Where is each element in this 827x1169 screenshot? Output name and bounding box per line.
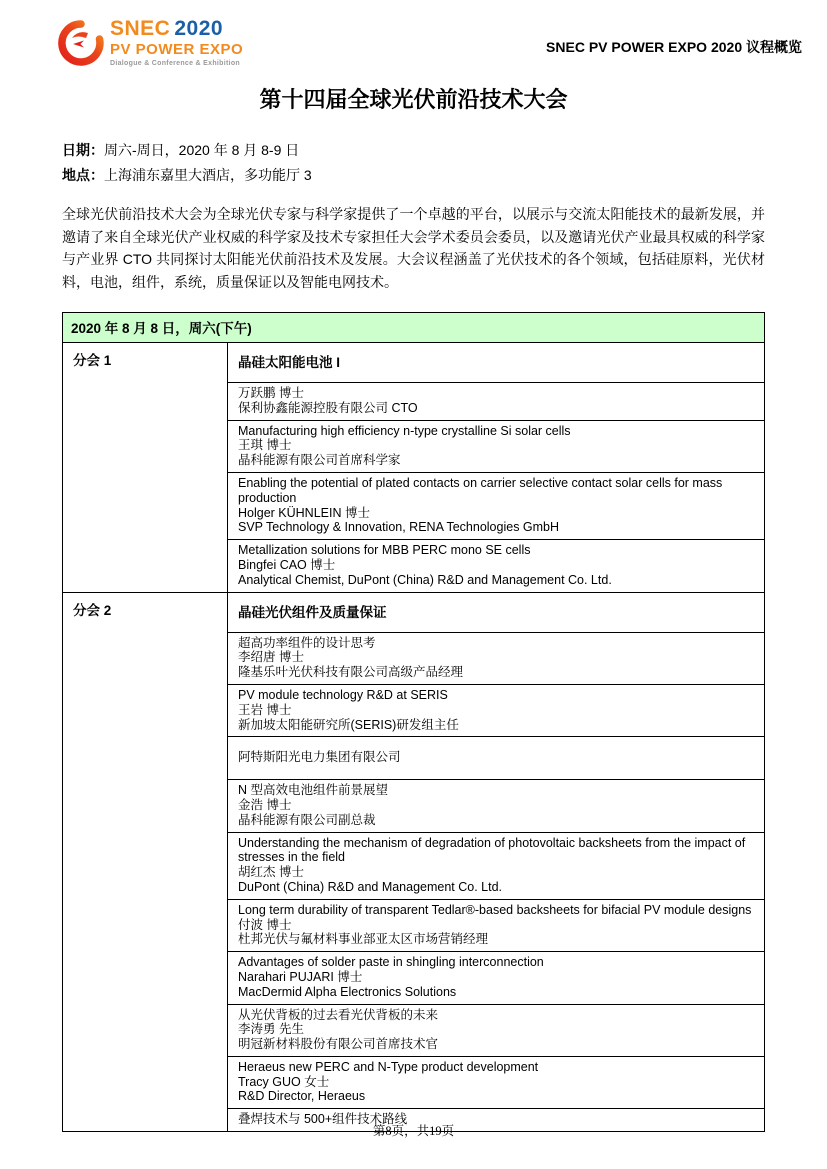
agenda-item bbox=[228, 952, 764, 1004]
logo-subtitle: PV POWER EXPO bbox=[110, 41, 244, 58]
item-line: DuPont (China) R&D and Management Co. Ltd. bbox=[238, 879, 503, 894]
page-number-footer: 第8页，共19页 bbox=[372, 1124, 455, 1138]
event-meta bbox=[62, 138, 765, 188]
session-2-title: 晶硅光伏组件及质量保证 bbox=[228, 593, 764, 633]
snec-swirl-icon bbox=[58, 20, 104, 66]
item-line: 明冠新材料股份有限公司首席技术官 bbox=[238, 1037, 439, 1052]
date-value: 周六-周日，2020 年 8 月 8-9 日 bbox=[104, 142, 300, 158]
item-line: 李涛勇 先生 bbox=[238, 1022, 304, 1037]
agenda-item bbox=[228, 1057, 764, 1109]
item-line: Manufacturing high efficiency n-type crystalline Si solar cells bbox=[238, 423, 571, 438]
item-line: 金浩 博士 bbox=[238, 797, 292, 812]
venue-label: 地点： bbox=[62, 167, 104, 183]
item-line: 胡红杰 博士 bbox=[238, 865, 304, 880]
session-2 bbox=[63, 592, 764, 1132]
agenda-item bbox=[228, 473, 764, 540]
session-2-content bbox=[228, 593, 764, 1132]
item-line: Tracy GUO 女士 bbox=[238, 1074, 330, 1089]
agenda-item bbox=[228, 900, 764, 952]
item-line: Holger KÜHNLEIN 博士 bbox=[238, 505, 370, 520]
item-line: MacDermid Alpha Electronics Solutions bbox=[238, 984, 457, 999]
item-line: Long term durability of transparent Tedlar®-based backsheets for bifacial PV module designs bbox=[238, 902, 752, 917]
agenda-item bbox=[228, 833, 764, 900]
item-line: Bingfei CAO 博士 bbox=[238, 557, 336, 572]
agenda-item bbox=[228, 383, 764, 421]
item-line: Narahari PUJARI 博士 bbox=[238, 969, 363, 984]
item-line: 从光伏背板的过去看光伏背板的未来 bbox=[238, 1007, 439, 1022]
item-line: Heraeus new PERC and N-Type product development bbox=[238, 1059, 539, 1074]
item-line: Metallization solutions for MBB PERC mono SE cells bbox=[238, 543, 531, 558]
date-label: 日期： bbox=[62, 142, 104, 158]
item-line: 李绍唐 博士 bbox=[238, 650, 304, 665]
logo-tagline: Dialogue & Conference & Exhibition bbox=[110, 60, 240, 67]
item-line: 王琪 博士 bbox=[238, 438, 292, 453]
snec-logo bbox=[58, 18, 243, 67]
item-line: Understanding the mechanism of degradation of photovoltaic backsheets from the impact of stresses in the field bbox=[238, 835, 746, 865]
item-line: 隆基乐叶光伏科技有限公司高级产品经理 bbox=[238, 665, 464, 680]
item-line: Enabling the potential of plated contacts on carrier selective contact solar cells for mass production bbox=[238, 475, 723, 505]
item-line: 万跃鹏 博士 bbox=[238, 386, 304, 400]
logo-text bbox=[110, 18, 243, 67]
item-line: N 型高效电池组件前景展望 bbox=[238, 783, 389, 798]
agenda-item bbox=[228, 540, 764, 591]
item-line: PV module technology R&D at SERIS bbox=[238, 687, 448, 702]
intro-paragraph: 全球光伏前沿技术大会为全球光伏专家与科学家提供了一个卓越的平台，以展示与交流太阳能技术的最新发展，并邀请了来自全球光伏产业权威的科学家及技术专家担任大会学术委员会委员，以及邀请光伏产业最具权威的科学家与产业界 CTO 共同探讨太阳能光伏前沿技术及发展。大会议程涵盖了光伏技术的各个领域，包括硅原料，光伏材料，电池，组件，系统，质量保证以及智能电网技术。 bbox=[62, 206, 765, 290]
item-line: 新加坡太阳能研究所(SERIS)研发组主任 bbox=[238, 717, 459, 732]
item-line: 阿特斯阳光电力集团有限公司 bbox=[238, 750, 401, 765]
page-header bbox=[58, 18, 802, 67]
event-date-row bbox=[62, 138, 765, 163]
agenda-item bbox=[228, 1005, 764, 1057]
agenda-item bbox=[228, 633, 764, 685]
session-1-label: 分会 1 bbox=[63, 343, 228, 592]
agenda-item bbox=[228, 737, 764, 780]
agenda-item bbox=[228, 421, 764, 473]
session-1-content bbox=[228, 343, 764, 592]
item-line: SVP Technology & Innovation, RENA Technologies GmbH bbox=[238, 520, 560, 535]
page-title: 第十四届全球光伏前沿技术大会 bbox=[259, 87, 568, 112]
item-line: Analytical Chemist, DuPont (China) R&D and Management Co. Ltd. bbox=[238, 572, 612, 587]
logo-snec: SNEC bbox=[110, 17, 171, 40]
item-line: 保利协鑫能源控股有限公司 CTO bbox=[238, 400, 418, 415]
item-line: 王岩 博士 bbox=[238, 702, 292, 717]
agenda-table bbox=[62, 312, 765, 1132]
item-line: 超高功率组件的设计思考 bbox=[238, 635, 376, 650]
agenda-item bbox=[228, 685, 764, 737]
agenda-date-header: 2020 年 8 月 8 日，周六(下午) bbox=[63, 313, 764, 343]
item-line: 晶科能源有限公司首席科学家 bbox=[238, 453, 401, 468]
session-1-title: 晶硅太阳能电池 I bbox=[228, 343, 764, 383]
item-line: 付波 博士 bbox=[238, 917, 292, 932]
document-kicker: SNEC PV POWER EXPO 2020 议程概览 bbox=[546, 39, 802, 55]
venue-value: 上海浦东嘉里大酒店，多功能厅 3 bbox=[104, 167, 312, 183]
item-line: Advantages of solder paste in shingling interconnection bbox=[238, 955, 544, 970]
item-line: 晶科能源有限公司副总裁 bbox=[238, 812, 376, 827]
event-venue-row bbox=[62, 163, 765, 188]
logo-year: 2020 bbox=[174, 17, 224, 40]
session-2-label: 分会 2 bbox=[63, 593, 228, 1132]
item-line: 杜邦光伏与氟材料事业部亚太区市场营销经理 bbox=[238, 932, 489, 947]
session-1 bbox=[63, 343, 764, 592]
agenda-item bbox=[228, 780, 764, 832]
item-line: R&D Director, Heraeus bbox=[238, 1089, 366, 1104]
item-line: 叠焊技术与 500+组件技术路线 bbox=[238, 1112, 408, 1127]
